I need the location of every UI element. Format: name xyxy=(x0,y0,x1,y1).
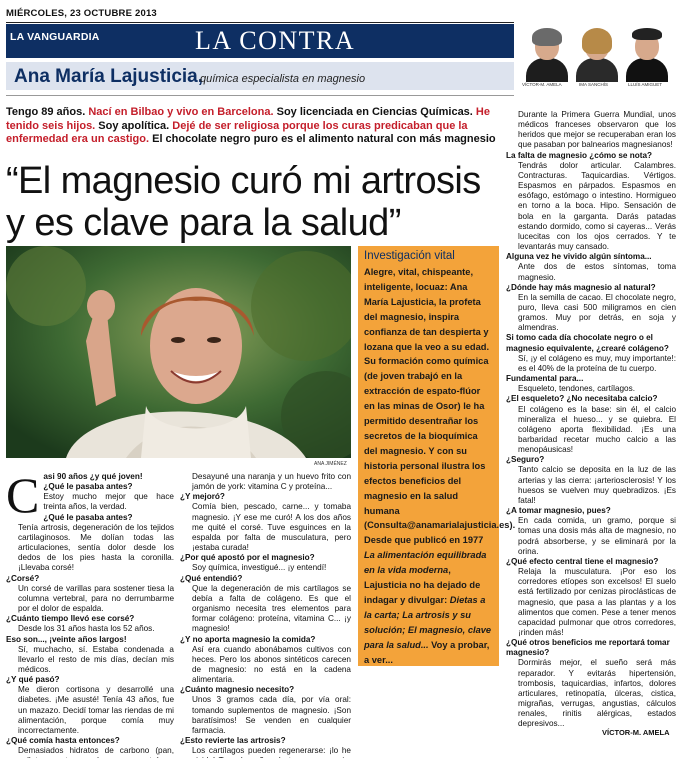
interview-answer: Dormirás mejor, el sueño será más reparador. Y evitarás hipertensión, trombosis, taquicardias, infartos, dolores articulares, retinopatía, úlceras, cistica, migrañas, verrugas, angustias, cálculos renales, rinitis alérgicas, estados depresivos... xyxy=(518,658,676,728)
interview-answer: Tanto calcio se deposita en la luz de las arterias y las cierra: ¡arteriosclerosis! Y los huesos se vuelven muy quebradizos. ¡Es fatal! xyxy=(518,465,676,505)
intro-question: asi 90 años ¿y qué joven! xyxy=(43,472,143,481)
lede-part-4: El chocolate negro puro es el alimento natural con más magnesio xyxy=(149,133,496,145)
interview-question: ¿Seguro? xyxy=(506,455,545,465)
interview-answer: Desayuné una naranja y un huevo frito con jamón de york: vitamina C y proteína... xyxy=(192,472,351,492)
interview-answer: Tendrás dolor articular. Calambres. Contracturas. Taquicardias. Vértigos. Espasmos en párpados. Espasmos en esófago, estómago o intestino. Hormigueo en torno a la boca. Hipo. Sensación de bola en la garganta. Darás patadas estando dormido, como si cayeras... Verás lucecitas con los ojos cerrados. Y te levantarás muy cansado. xyxy=(518,160,676,252)
interview-answer: Unos 3 gramos cada día, por vía oral: tomando suplementos de magnesio. ¡Son baratísimos! Se venden en cualquier farmacia. xyxy=(192,695,351,735)
interview-answer: Sí, muchacho, sí. Estaba condenada a llevarlo el resto de mis días, decían mis médicos. xyxy=(18,644,174,674)
interview-question: ¿El esqueleto? ¿No necesitaba calcio? xyxy=(506,394,658,404)
portrait-photo xyxy=(6,246,351,458)
headline: “El magnesio curó mi artrosis y es clave para la salud” xyxy=(6,160,481,244)
interviewee-role: química especialista en magnesio xyxy=(200,73,366,85)
interview-question: ¿Y mejoró? xyxy=(180,492,225,502)
interview-question: ¿A tomar magnesio, pues? xyxy=(506,506,611,516)
lede-red-1: Nací en Bilbao y vivo en Barcelona. xyxy=(88,106,274,118)
sidebar-text-1: Alegre, vital, chispeante, inteligente, locuaz: Ana María Lajusticia, la profeta del magnesio, inspira confianza de tan despierta y lozana que la veo a su edad. Su formación como química (de joven trabajó en la extracción de espato-flúor en las minas de Osor) le ha permitido desentrañar los secretos de la bioquímica del magnesio. Y con su historia personal ilustra los efectos beneficios del magnesio en la salud humana (Consulta@anamarialajusticia.es). Desde que publicó en 1977 xyxy=(364,267,516,546)
column-1 xyxy=(6,472,174,758)
sidebar-text-2: , Lajusticia no ha dejado de indagar y divulgar: xyxy=(364,565,481,605)
author-credit-3: LLUÍS AMIGUET xyxy=(628,82,663,87)
author-photo-1 xyxy=(524,26,570,80)
interview-question: ¿Cuánto magnesio necesito? xyxy=(180,685,295,695)
interview-question: La falta de magnesio ¿cómo se nota? xyxy=(506,150,653,160)
interview-question: ¿Y qué pasó? xyxy=(6,675,60,685)
lede-part-3: Soy apolítica. xyxy=(95,119,173,132)
author-credit-2: IMA SANCHÍS xyxy=(579,82,609,87)
sidebar-text-3: Voy a probar, a ver... xyxy=(364,639,490,665)
interview-answer: El colágeno es la base: sin él, el calcio mineraliza el hueso... y se quiebra. El colágeno aporta flexibilidad. ¡Es una barbaridad recetar mucho calcio a las menopáusicas! xyxy=(518,404,676,455)
interview-question: ¿Qué entendió? xyxy=(180,573,243,583)
interviewee-name: Ana María Lajusticia, xyxy=(14,66,204,87)
top-rule xyxy=(6,22,514,23)
author-photo-3 xyxy=(624,26,670,80)
interview-question: ¿Y no aporta magnesio la comida? xyxy=(180,634,316,644)
issue-date: MIÉRCOLES, 23 OCTUBRE 2013 xyxy=(6,8,157,19)
column-2 xyxy=(180,472,351,758)
interview-question: ¿Qué le pasaba antes? xyxy=(43,512,133,522)
sidebar-title: Investigación vital xyxy=(364,250,455,262)
interview-answer: Estoy mucho mejor que hace treinta años, la verdad. xyxy=(43,492,174,512)
rule xyxy=(6,95,514,96)
interview-answer: En la semilla de cacao. El chocolate negro, puro, lleva casi 500 miligramos en cien gramos. Muy por detrás, en soja y almendras. xyxy=(518,292,676,333)
interview-question: ¿Por qué apostó por el magnesio? xyxy=(180,553,315,563)
column-4 xyxy=(506,110,676,728)
author-photos xyxy=(516,24,676,92)
interview-answer: Demasiados hidratos de carbono (pan, xyxy=(18,746,174,756)
interview-question: ¿Qué le pasaba antes? xyxy=(43,482,133,492)
interview-answer: Así era cuando abonábamos cultivos con heces. Pero los abonos sintéticos carecen de magnesio: no está en la cadena alimentaria. xyxy=(192,644,351,685)
interview-question: ¿Esto revierte las artrosis? xyxy=(180,736,286,746)
interview-answer: Relaja la musculatura. ¡Por eso los corredores etíopes son excelsos! El suelo está fertilizado por cenizas piroclásticas de magnesio, que pasa a las plantas y a los alimentos que comen. Pese a tener menos capacidad pulmonar que otros corredores, ¡rinden más! xyxy=(518,567,676,637)
section-title: LA CONTRA xyxy=(195,26,356,55)
interview-answer: Sí, ¡y el colágeno es muy, muy importante!: es el 40% de la proteína de tu cuerpo. xyxy=(518,353,676,373)
sidebar-box xyxy=(358,246,516,666)
interview-answer: Soy química, investigué... ¡y entendí! xyxy=(192,563,327,573)
interview-answer: Un corsé de varillas para sostener tiesa la columna vertebral, para no derrumbarme por el dolor de espalda. xyxy=(18,583,174,614)
author-credit-1: VÍCTOR-M. AMELA xyxy=(522,82,562,87)
interview-answer: En cada comida, un gramo, porque si tomas una dosis más alta de magnesio, no podrá absorberse, y se eliminará por la orina. xyxy=(518,516,676,556)
interview-answer: Ante dos de estos síntomas, toma magnesio. xyxy=(518,262,676,282)
author-photo-2 xyxy=(574,26,620,80)
interview-question: Eso son..., ¡veinte años largos! xyxy=(6,634,127,644)
signature: VÍCTOR-M. AMELA xyxy=(602,728,670,737)
sidebar-book-title-1: La alimentación equilibrada en la vida moderna xyxy=(364,550,487,576)
lede xyxy=(6,106,506,147)
interview-question: ¿Qué otros beneficios me reportará tomar magnesio? xyxy=(506,638,670,658)
sidebar-text xyxy=(364,265,516,667)
interview-question: ¿Dónde hay más magnesio al natural? xyxy=(506,282,656,292)
interview-question: ¿Qué efecto central tiene el magnesio? xyxy=(506,556,659,566)
newspaper-logo: LA VANGUARDIA xyxy=(10,31,100,43)
interview-question: ¿Qué comía hasta entonces? xyxy=(6,736,120,746)
interview-question: ¿Cuánto tiempo llevó ese corsé? xyxy=(6,614,135,624)
interview-answer: Comía bien, pescado, carne... y tomaba magnesio. ¡Y ese me curó! A los dos años me quité el corsé. Tuve esguinces en la espalda por falta de musculatura, pero ¡estaba curada! xyxy=(192,502,351,553)
interview-question: Alguna vez he vivido algún síntoma... xyxy=(506,252,652,262)
photo-credit: ANA JIMÉNEZ xyxy=(314,461,347,467)
interview-answer: Durante la Primera Guerra Mundial, unos médicos franceses observaron que los heridos que mejor se recuperaban eran los que pasaban por balnearios magnesianos! xyxy=(518,110,676,150)
interview-question: Fundamental para... xyxy=(506,374,584,384)
interview-answer: Que la degeneración de mis cartílagos se debía a falta de colágeno. Es que el organismo necesita tres elementos para formar colágeno: proteína, vitamina C... ¡y magnesio! xyxy=(192,583,351,634)
lede-red-3: Dejé de ser religiosa porque los curas predicaban que la enfermedad era un castigo. xyxy=(6,119,468,145)
lede-part-2: Soy licenciada en Ciencias Químicas. xyxy=(273,106,476,118)
lede-part-1: Tengo 89 años. xyxy=(6,106,89,118)
interview-answer: Esqueleto, tendones, cartílagos. xyxy=(518,384,635,394)
interview-answer: Desde los 31 años hasta los 52 años. xyxy=(18,624,155,634)
interview-question: ¿Corsé? xyxy=(6,573,40,583)
drop-cap: C xyxy=(6,472,40,523)
lede-red-2: He tenido seis hijos. xyxy=(6,106,490,132)
interview-question: Si tomo cada día chocolate negro o el magnesio equivalente, ¿crearé colágeno? xyxy=(506,333,669,353)
sidebar-book-titles: Dietas a la carta; La artrosis y su solución; El magnesio, clave para la salud... xyxy=(364,594,492,650)
interview-answer: Los cartílagos pueden regenerarse: ¡lo he xyxy=(192,746,351,756)
interview-answer: Tenía artrosis, degeneración de los tejidos cartilaginosos. Me dolían todas las articulaciones, sentía dolor desde los dedos de los pies hasta la coronilla. ¡Llevaba corsé! xyxy=(18,522,174,573)
portrait-illustration xyxy=(6,246,351,458)
interview-answer: Me dieron cortisona y desarrollé una diabetes. ¡Me asusté! Tenía 43 años, fue un mazazo. Decidí tomar las riendas de mi alimentación, porque comía muy incorrectamente. xyxy=(18,685,174,735)
